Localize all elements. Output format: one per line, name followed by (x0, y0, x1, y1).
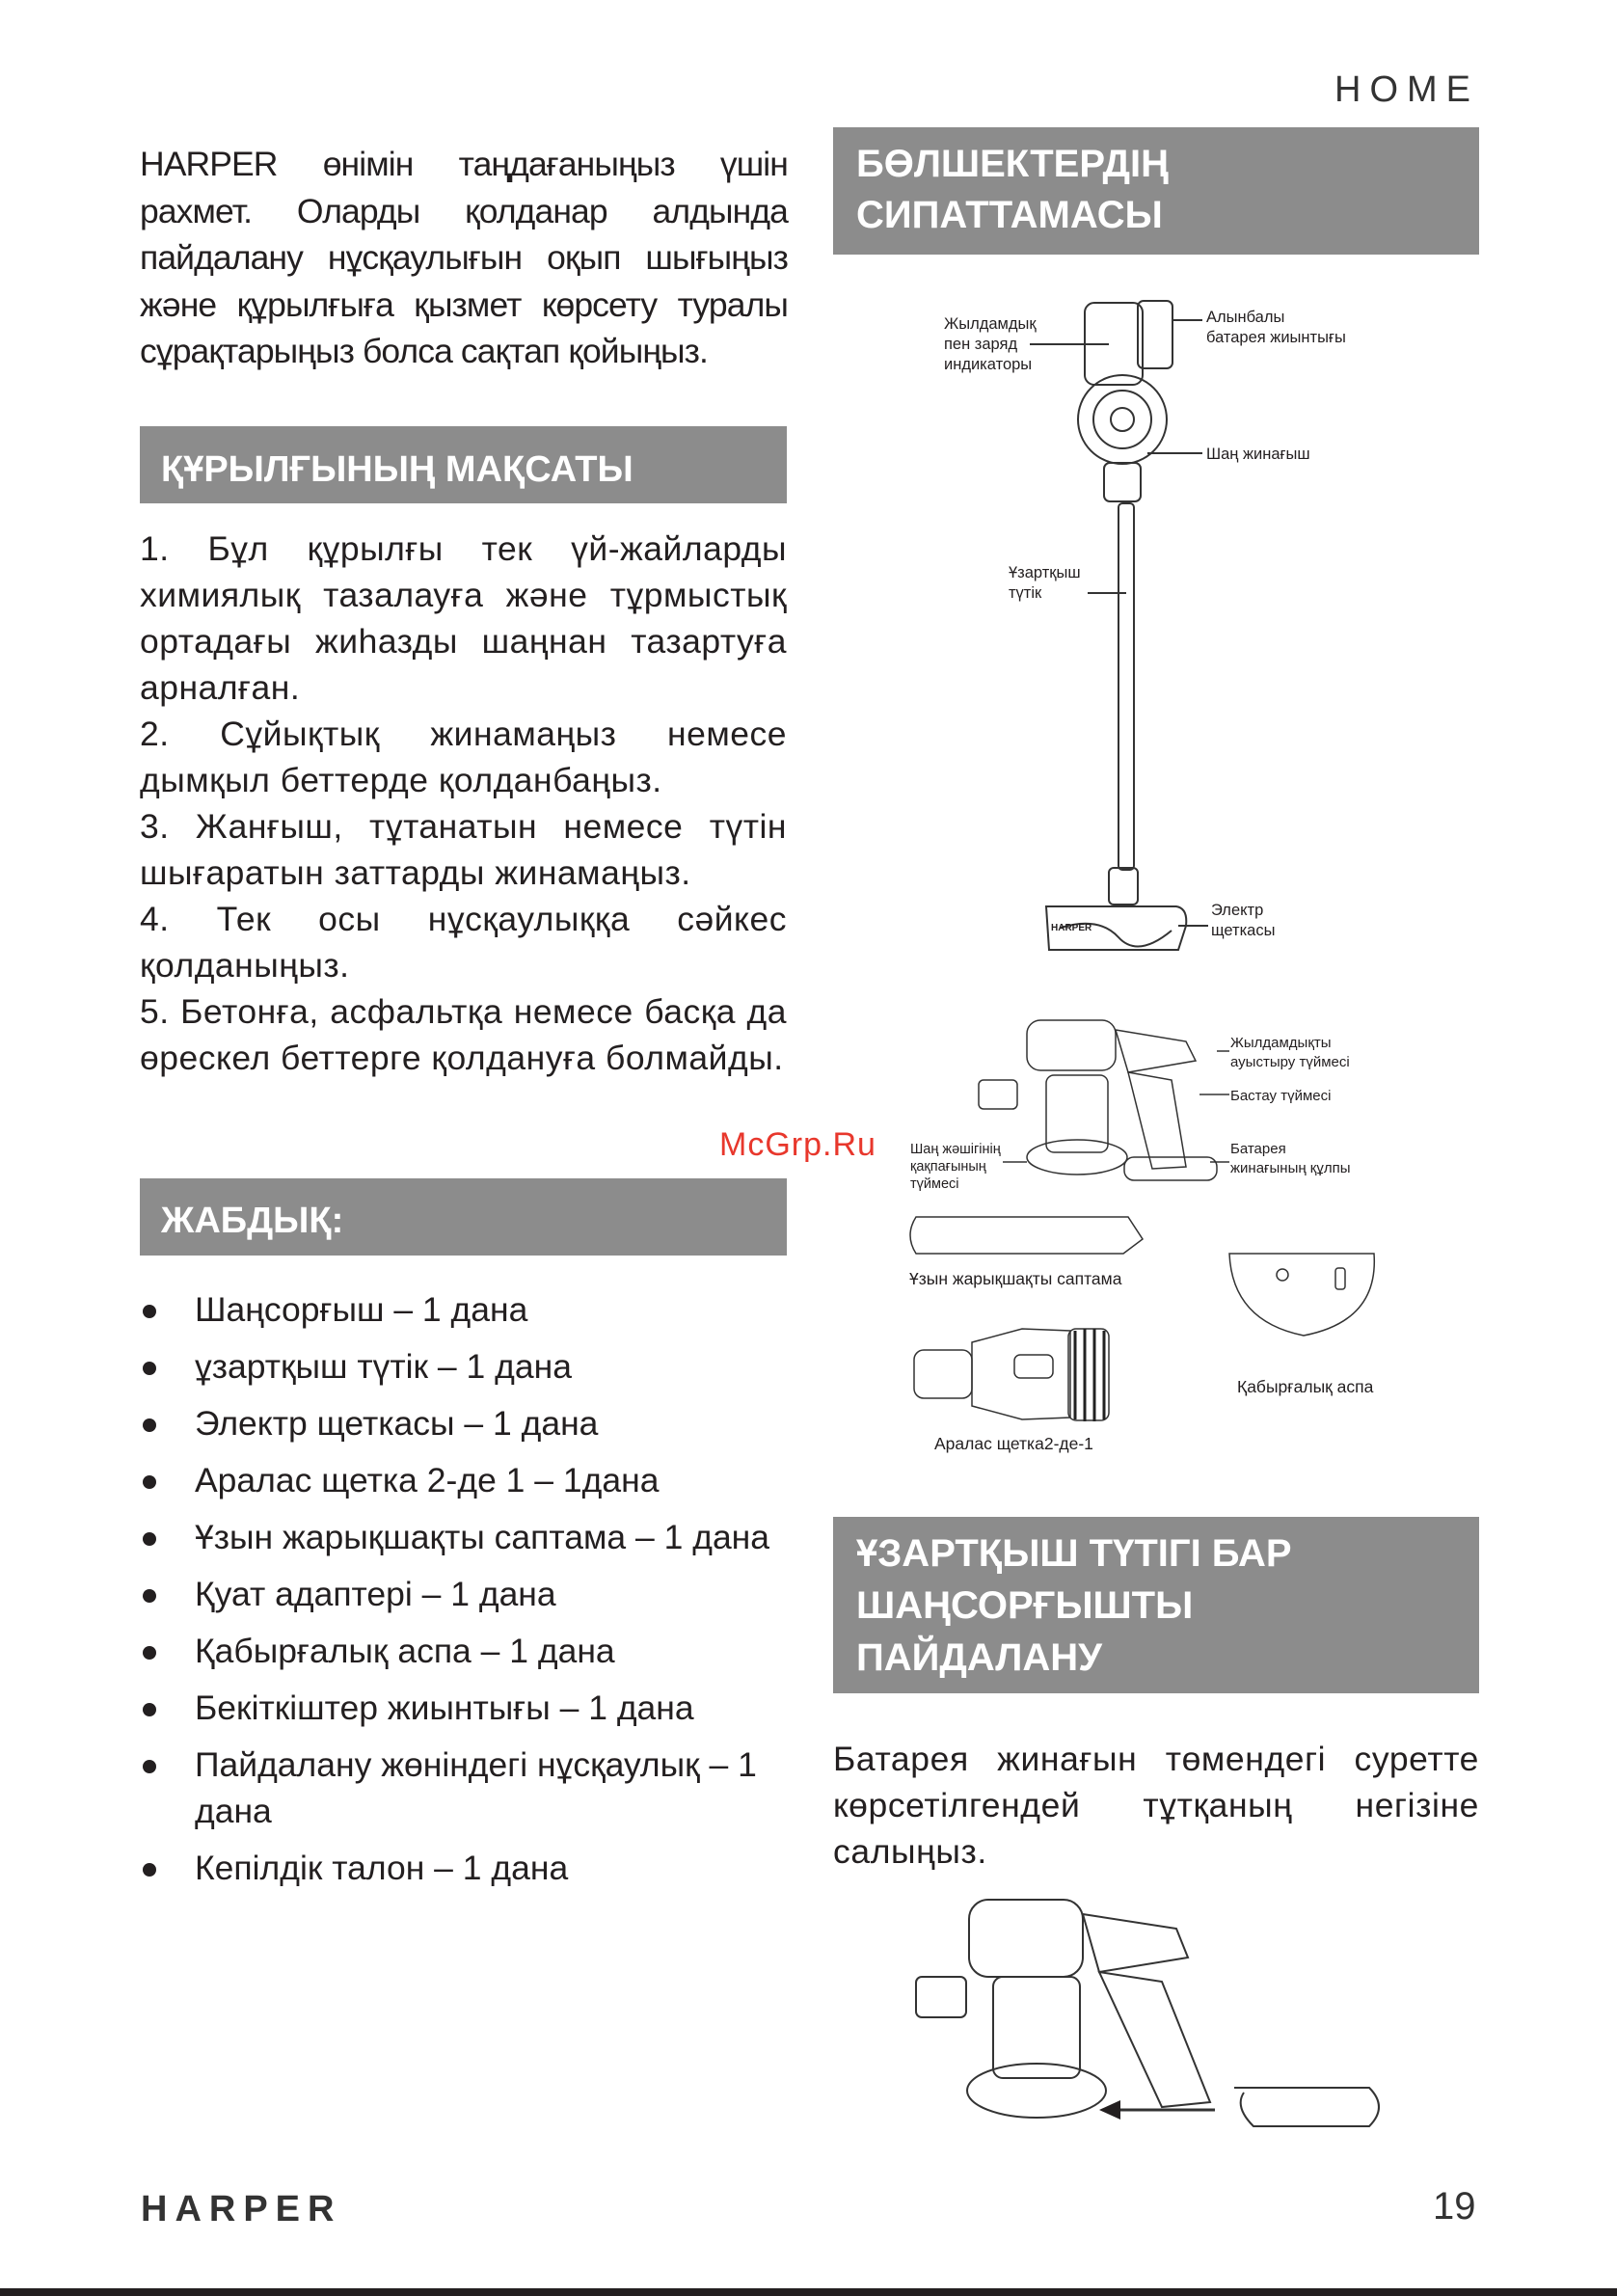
page-number: 19 (1433, 2185, 1476, 2228)
crevice-nozzle-shape (910, 1217, 1143, 1254)
list-item: ұзартқыш түтік – 1 дана (140, 1343, 787, 1390)
usage-title-line-2: ШАҢСОРҒЫШТЫ (856, 1584, 1194, 1627)
watermark: McGrp.Ru (719, 1126, 876, 1163)
combo-brush-shape (914, 1350, 972, 1398)
label-crevice-nozzle: Ұзын жарықшақты саптама (909, 1269, 1122, 1288)
list-item: Кепілдік талон – 1 дана (140, 1845, 787, 1891)
dust-bin-shape (1104, 463, 1141, 501)
parts-diagram (833, 276, 1479, 1481)
list-item: Пайдалану жөніндегі нұсқаулық – 1 дана (140, 1742, 787, 1834)
label-speed-switch-1: Жылдамдықты (1230, 1035, 1332, 1051)
handheld-body-shape (1027, 1020, 1116, 1070)
purpose-item: 2. Сұйықтық жинамаңыз немесе дымқыл беттерде қолданбаңыз. (140, 715, 787, 799)
list-item: Ұзын жарықшақты саптама – 1 дана (140, 1514, 787, 1560)
equipment-list (140, 1286, 787, 1902)
list-item: Электр щеткасы – 1 дана (140, 1400, 787, 1446)
vacuum-head-shape (969, 1900, 1083, 1977)
label-brush-2: щеткасы (1211, 922, 1276, 939)
label-speed-switch-2: ауыстыру түймесі (1230, 1054, 1350, 1070)
list-item: Шаңсорғыш – 1 дана (140, 1286, 787, 1333)
usage-title-line-1: ҰЗАРТҚЫШ ТҮТІГІ БАР (856, 1532, 1292, 1575)
parts-heading (833, 127, 1479, 255)
usage-heading (833, 1517, 1479, 1693)
label-wall-mount: Қабырғалық аспа (1237, 1377, 1374, 1396)
label-lid-button-3: түймесі (910, 1176, 959, 1192)
parts-title-line-1: БӨЛШЕКТЕРДІҢ (856, 143, 1169, 185)
handheld-grip-shape (1128, 1072, 1186, 1169)
label-speed-indicator-3: индикаторы (944, 356, 1033, 373)
home-brand-logo: HOME (1334, 69, 1479, 110)
equipment-title: ЖАБДЫҚ: (161, 1201, 344, 1241)
motor-head-shape (1078, 375, 1167, 464)
harper-brand-logo: HARPER (141, 2189, 342, 2229)
list-item: Қабырғалық аспа – 1 дана (140, 1628, 787, 1674)
battery-shape (1124, 1157, 1217, 1180)
label-battery-lock-2: жинағының құлпы (1230, 1160, 1351, 1176)
usage-title-line-3: ПАЙДАЛАНУ (856, 1636, 1102, 1679)
bullet-icon (143, 1703, 156, 1716)
battery-insertion-diagram (906, 1890, 1446, 2141)
brand-print: HARPER (1051, 923, 1092, 933)
usage-paragraph: Батарея жинағын төмендегі суретте көрсетілгендей тұтқаның негізіне салыңыз. (833, 1740, 1479, 1871)
purpose-heading (140, 426, 787, 503)
label-tube-1: Ұзартқыш (1009, 564, 1081, 581)
bottom-divider (0, 2288, 1617, 2296)
purpose-item: 3. Жанғыш, тұтанатын немесе түтін шығаратын заттарды жинамаңыз. (140, 807, 787, 892)
label-dust-bin: Шаң жинағыш (1206, 446, 1310, 463)
purpose-item: 5. Бетонға, асфальтқа немесе басқа да өрескел беттерге қолдануға болмайды. (140, 992, 787, 1077)
equipment-heading (140, 1178, 787, 1256)
list-item: Аралас щетка 2-де 1 – 1дана (140, 1457, 787, 1503)
bullet-icon (143, 1863, 156, 1877)
bullet-icon (143, 1475, 156, 1489)
label-brush-1: Электр (1211, 902, 1264, 919)
intro-paragraph: HARPER өнімін таңдағаныңыз үшін рахмет. Оларды қолданар алдында пайдалану нұсқаулығын оқып шығыңыз және құрылғыға қызмет көрсету туралы сұрақтарыңыз болса сақтап қойыңыз. (140, 145, 788, 370)
bullet-icon (143, 1589, 156, 1603)
extension-tube-shape (1118, 503, 1134, 870)
list-item: Қуат адаптері – 1 дана (140, 1571, 787, 1617)
wall-mount-shape (1229, 1254, 1374, 1336)
label-lid-button-1: Шаң жәшігінің (910, 1142, 1001, 1157)
bullet-icon (143, 1418, 156, 1432)
label-tube-2: түтік (1009, 584, 1042, 602)
purpose-item: 4. Тек осы нұсқаулыққа сәйкес қолданыңыз. (140, 900, 787, 985)
bullet-icon (143, 1362, 156, 1375)
bullet-icon (143, 1305, 156, 1318)
label-speed-indicator-1: Жылдамдық (944, 315, 1037, 333)
label-battery-lock-1: Батарея (1230, 1141, 1286, 1157)
label-lid-button-2: қақпағының (910, 1159, 986, 1175)
purpose-item: 1. Бұл құрылғы тек үй-жайларды химиялық тазалауға және тұрмыстық ортадағы жиһазды шаңнан тазартуға арналған. (140, 529, 787, 707)
parts-title-line-2: СИПАТТАМАСЫ (856, 194, 1163, 236)
arrow-left-icon (1099, 2100, 1120, 2120)
list-item: Бекіткіштер жиынтығы – 1 дана (140, 1685, 787, 1731)
bullet-icon (143, 1532, 156, 1546)
label-battery-1: Алынбалы (1206, 309, 1285, 326)
purpose-list (140, 526, 787, 1081)
bullet-icon (143, 1760, 156, 1773)
handle-grip-shape (1099, 1972, 1210, 2107)
label-combo-brush: Аралас щетка2-де-1 (934, 1434, 1093, 1453)
battery-pack-shape (1234, 2088, 1379, 2126)
label-battery-2: батарея жиынтығы (1206, 329, 1346, 346)
purpose-title: ҚҰРЫЛҒЫНЫҢ МАҚСАТЫ (161, 449, 633, 490)
label-start-button: Бастау түймесі (1230, 1088, 1332, 1104)
label-speed-indicator-2: пен заряд (944, 336, 1018, 353)
bullet-icon (143, 1646, 156, 1660)
